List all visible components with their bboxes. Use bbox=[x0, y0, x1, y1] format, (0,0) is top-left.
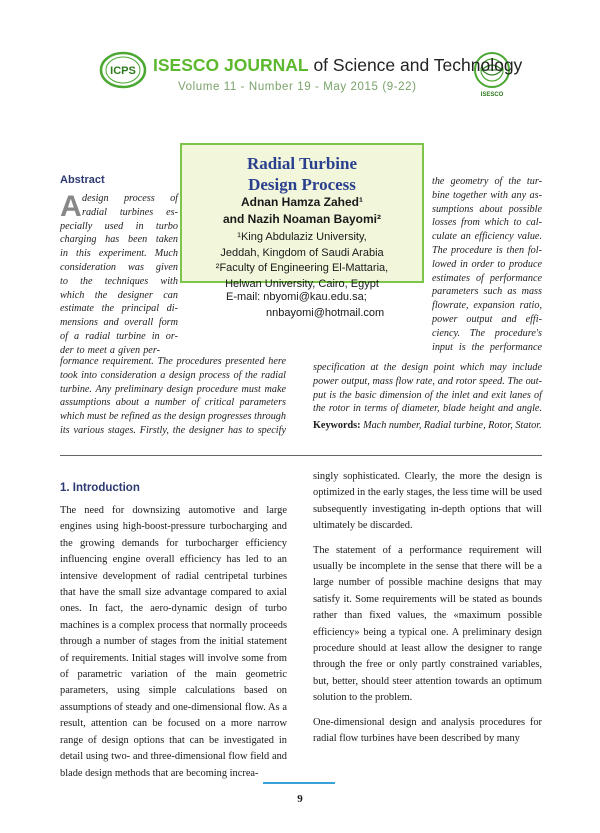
abstract-line: losses from which to cal- bbox=[432, 217, 542, 229]
intro-left-column bbox=[60, 503, 287, 790]
drop-cap: A bbox=[60, 190, 82, 223]
abstract-line: radial turbines es- bbox=[82, 206, 178, 218]
abstract-line: power output, mass flow rate, and rotor speed. The out- bbox=[313, 375, 542, 387]
abstract-full-left bbox=[60, 355, 286, 438]
abstract-line: estimates of performance bbox=[432, 272, 542, 284]
abstract-full-right bbox=[313, 361, 542, 416]
intro-paragraph: The statement of a performance requirement will usually be incomplete in the sense that there will be a large number of possible machine designs that may satisfy it. Some requirements will be stated as bounds rather than fixed values, the «maximum possible efficiency» being a typical one. A preliminary design procedure should at least allow the designer to range through the free or only partly constrained variables, but, better, should steer attention towards an optimum solution to the problem. bbox=[313, 544, 542, 704]
keywords bbox=[313, 420, 542, 431]
keywords-text: Mach number, Radial turbine, Rotor, Stator. bbox=[360, 420, 542, 431]
author-line: Adnan Hamza Zahed¹ bbox=[240, 195, 363, 209]
journal-name-rest: of Science and Technology bbox=[308, 55, 523, 75]
abstract-line: pecially used in turbo bbox=[60, 220, 178, 232]
abstract-line: consideration was given bbox=[60, 261, 178, 273]
paper-title bbox=[180, 153, 424, 195]
footer-rule bbox=[263, 782, 335, 784]
affiliation-line: Jeddah, Kingdom of Saudi Arabia bbox=[220, 246, 384, 259]
abstract-line: the rotor in terms of diameter, blade height and angle. bbox=[313, 403, 542, 415]
abstract-line: lowed in order to produce bbox=[432, 258, 542, 270]
abstract-line: design process of bbox=[82, 193, 178, 204]
abstract-line: estimate the principal di- bbox=[60, 303, 178, 315]
abstract-line: which must be refined as the design progresses through bbox=[60, 411, 286, 423]
abstract-line: der to meet a given per- bbox=[60, 344, 160, 356]
abstract-line: to the techniques with bbox=[60, 275, 178, 287]
abstract-left-column bbox=[60, 192, 178, 358]
abstract-line: its various stages. Firstly, the designer has to specify bbox=[60, 424, 286, 436]
logo-left-text: ICPS bbox=[110, 65, 136, 77]
abstract-line: took into consideration a design process of the radial bbox=[60, 369, 286, 381]
abstract-line: parameters such as mass bbox=[432, 286, 542, 298]
abstract-line: which the designer can bbox=[60, 289, 178, 301]
page-number: 9 bbox=[297, 793, 303, 805]
author-line: and Nazih Noaman Bayomi² bbox=[222, 212, 382, 226]
abstract-line: mensions and overall form bbox=[60, 317, 178, 329]
abstract-line: flowrate, expansion ratio, bbox=[432, 300, 542, 312]
abstract-line: formance requirement. The procedures presented here bbox=[60, 356, 286, 367]
abstract-line: ciency. The procedure's bbox=[432, 327, 542, 339]
logo-right-text: ISESCO bbox=[480, 92, 504, 98]
abstract-right-column bbox=[432, 175, 542, 354]
emails bbox=[226, 290, 384, 321]
intro-paragraph: One-dimensional design and analysis procedures for radial flow turbines have been described by many bbox=[313, 716, 542, 745]
abstract-line: power output and effi- bbox=[432, 313, 542, 325]
email-line-2: nnbayomi@hotmail.com bbox=[266, 306, 385, 319]
abstract-line: assumptions about a number of critical parameters bbox=[60, 397, 286, 409]
keywords-label: Keywords: bbox=[313, 420, 361, 431]
paper-title-line: Radial Turbine bbox=[246, 154, 358, 173]
journal-title bbox=[153, 55, 522, 76]
authors bbox=[180, 194, 424, 228]
section-divider bbox=[60, 455, 542, 456]
abstract-line: The procedure is then fol- bbox=[432, 244, 542, 256]
abstract-line: of a radial turbine in or- bbox=[60, 330, 178, 342]
intro-paragraph: The need for downsizing automotive and large engines using high-boost-pressure turbocharging and the growing demands for turbocharger efficiency influencing engine overall efficiency has led to an intensive development of radial centripetal turbines that have the small size advantage compared to axial ones. In fact, the aero-dynamic design of turbo machines is a complex process that normally proceeds through a number of stages from the initial statement of requirements. Initial stages will involve some from of parametric variation of the main geometric parameters, using simple calculations based on assumptions of steady and one-dimensional flow. As a result, attention can be focused on a more narrow range of design options that can be investigated in detail using two- and three-dimensional flow field and blade design methods that are becoming increa- bbox=[60, 505, 287, 779]
abstract-line: the geometry of the tur- bbox=[432, 176, 542, 187]
abstract-line: charging has been taken bbox=[60, 234, 178, 246]
affiliations bbox=[180, 230, 424, 292]
abstract-line: specification at the design point which may include bbox=[313, 362, 542, 373]
email-line-1: E-mail: nbyomi@kau.edu.sa; bbox=[226, 291, 367, 303]
affiliation-line: Helwan University, Cairo, Egypt bbox=[225, 277, 379, 290]
abstract-line: put is the basic dimension of the inlet and exit lanes of bbox=[313, 389, 542, 401]
intro-paragraph: singly sophisticated. Clearly, the more the design is optimized in the early stages, the less time will be used subsequently investigating in-depth options that will ultimately be discarded. bbox=[313, 471, 542, 532]
abstract-line: turbine. Any preliminary design procedure must make bbox=[60, 383, 286, 395]
affiliation-line: ¹King Abdulaziz University, bbox=[237, 231, 367, 243]
volume-line: Volume 11 - Number 19 - May 2015 (9-22) bbox=[178, 81, 417, 93]
affiliation-line: ²Faculty of Engineering El-Mattaria, bbox=[215, 262, 389, 274]
abstract-line: input is the performance bbox=[432, 341, 542, 353]
paper-title-line: Design Process bbox=[248, 175, 356, 194]
icps-logo-icon bbox=[98, 50, 148, 90]
journal-name-green: ISESCO JOURNAL bbox=[153, 55, 309, 75]
abstract-heading: Abstract bbox=[60, 174, 105, 186]
abstract-line: bine together with any as- bbox=[432, 189, 542, 201]
abstract-line: in this experiment. Much bbox=[60, 248, 178, 260]
abstract-line: culate an efficiency value. bbox=[432, 231, 542, 243]
introduction-heading: 1. Introduction bbox=[60, 482, 140, 494]
intro-right-column bbox=[313, 469, 542, 756]
abstract-line: sumptions about possible bbox=[432, 203, 542, 215]
